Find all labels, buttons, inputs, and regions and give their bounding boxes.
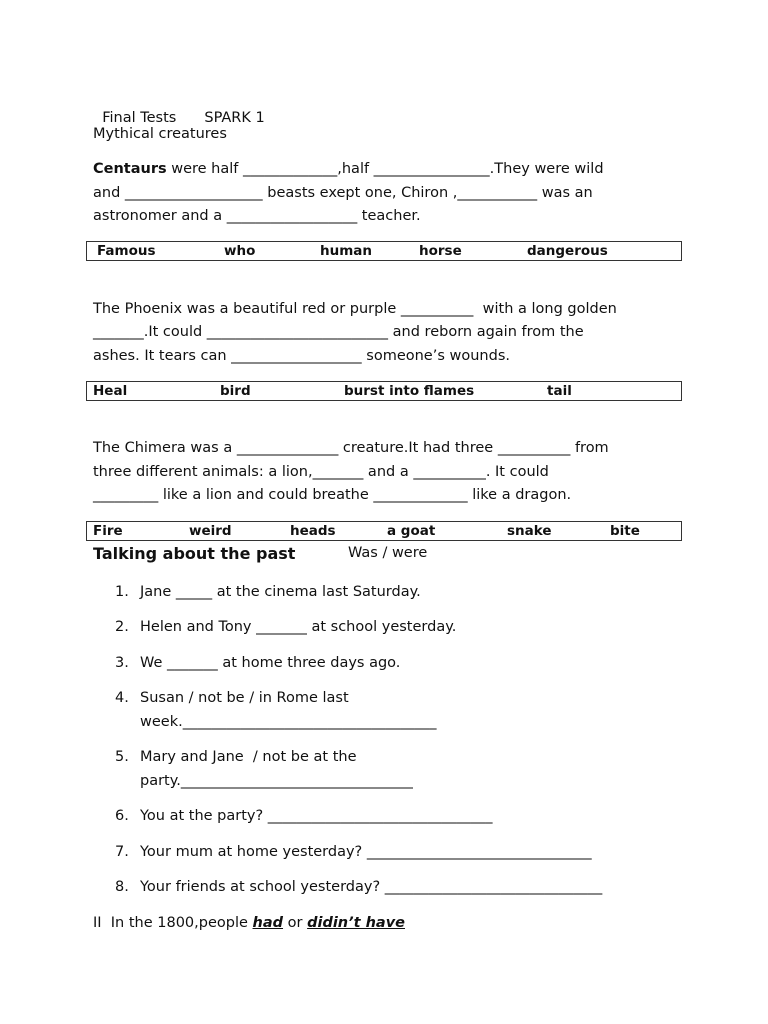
centaurs-line-1 (93, 159, 604, 179)
word-option: horse (419, 243, 462, 259)
question-number: 7. (115, 844, 129, 860)
didnt-have-option: didin’t have (307, 915, 405, 931)
header-level: SPARK 1 (204, 110, 265, 126)
question-text-continued: week.___________________________________ (140, 714, 437, 730)
question-text: Susan / not be / in Rome last (140, 690, 349, 706)
question-text: Helen and Tony _______ at school yesterday. (140, 619, 457, 635)
header-title: Final Tests (102, 110, 177, 126)
question-text: We _______ at home three days ago. (140, 655, 401, 671)
word-option: weird (189, 523, 232, 539)
section-subtitle: Was / were (348, 545, 428, 561)
word-option: heads (290, 523, 336, 539)
word-option: who (224, 243, 256, 259)
question-number: 8. (115, 879, 129, 895)
question-number: 1. (115, 584, 129, 600)
word-option: bird (220, 383, 251, 399)
question-number: 2. (115, 619, 129, 635)
word-option: tail (547, 383, 572, 399)
chimera-word-box (86, 521, 682, 541)
centaurs-line-3: astronomer and a __________________ teacher. (93, 208, 421, 224)
word-option: Fire (93, 523, 123, 539)
chimera-line-2: three different animals: a lion,_______ and a __________. It could (93, 464, 549, 480)
section-3-line (93, 913, 405, 933)
section-3-prefix: II In the 1800,people (93, 915, 253, 931)
centaurs-text-1: were half _____________,half ________________.They were wild (166, 161, 604, 177)
phoenix-line-2: _______.It could _________________________ and reborn again from the (93, 324, 584, 340)
had-option: had (252, 915, 284, 931)
header (93, 88, 265, 128)
word-option: a goat (387, 523, 436, 539)
section-title: Mythical creatures (93, 126, 227, 142)
word-option: snake (507, 523, 552, 539)
question-text: You at the party? _______________________________ (140, 808, 493, 824)
question-number: 6. (115, 808, 129, 824)
chimera-line-3: _________ like a lion and could breathe _____________ like a dragon. (93, 487, 572, 503)
phoenix-line-1: The Phoenix was a beautiful red or purple __________ with a long golden (93, 301, 617, 317)
centaurs-keyword: Centaurs (93, 161, 167, 177)
question-text: Your friends at school yesterday? ______________________________ (140, 879, 603, 895)
word-option: burst into flames (344, 383, 475, 399)
question-text: Jane _____ at the cinema last Saturday. (140, 584, 421, 600)
word-option: bite (610, 523, 640, 539)
section-heading: Talking about the past (93, 544, 296, 563)
phoenix-line-3: ashes. It tears can __________________ someone’s wounds. (93, 348, 510, 364)
chimera-line-1: The Chimera was a ______________ creature.It had three __________ from (93, 440, 609, 456)
word-option: human (320, 243, 373, 259)
centaurs-line-2: and ___________________ beasts exept one, Chiron ,___________ was an (93, 185, 593, 201)
question-number: 5. (115, 749, 129, 765)
phoenix-word-box (86, 381, 682, 401)
or-text: or (283, 915, 308, 931)
question-number: 4. (115, 690, 129, 706)
question-text: Mary and Jane / not be at the (140, 749, 357, 765)
word-option: Heal (93, 383, 128, 399)
question-text-continued: party.________________________________ (140, 773, 413, 789)
question-text: Your mum at home yesterday? _______________________________ (140, 844, 592, 860)
word-option: dangerous (527, 243, 608, 259)
word-option: Famous (97, 243, 156, 259)
question-number: 3. (115, 655, 129, 671)
centaurs-word-box (86, 241, 682, 261)
